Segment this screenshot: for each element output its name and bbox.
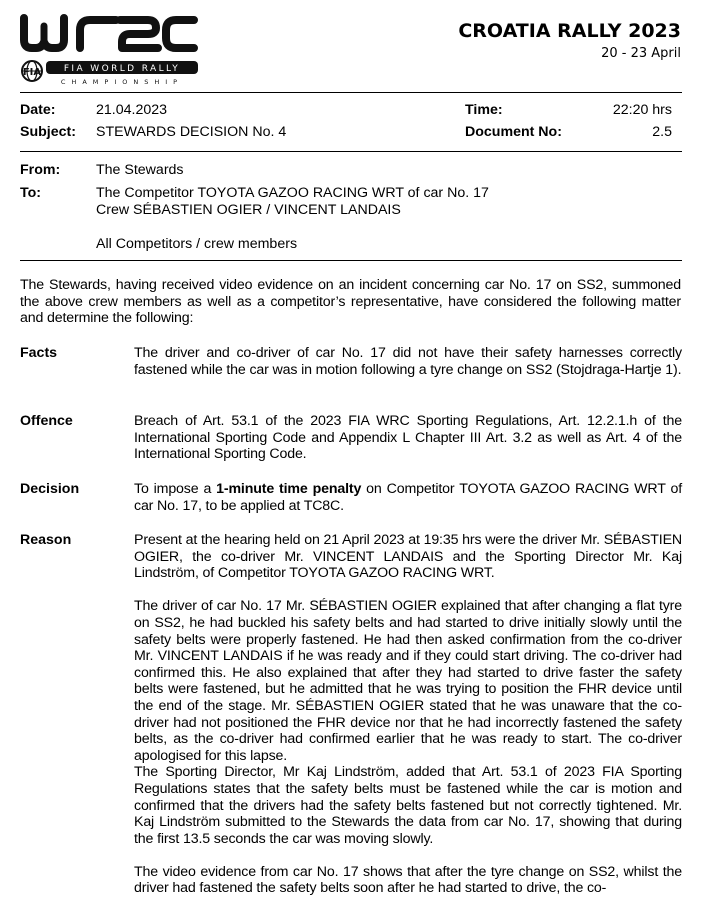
fia-globe-icon xyxy=(22,61,42,81)
divider xyxy=(20,260,682,261)
reason-paragraph-video-evidence: The video evidence from car No. 17 shows that after the tyre change on SS2, whilst the driver had fastened the safety belts soon after he had started to drive, the co- xyxy=(134,863,682,897)
from-label: From: xyxy=(20,162,61,178)
divider xyxy=(20,92,682,93)
time-value: 22:20 hrs xyxy=(612,102,672,118)
decision-text-before: To impose a xyxy=(134,481,217,497)
reason-paragraph-sporting-director: The Sporting Director, Mr Kaj Lindström, added that Art. 53.1 of 2023 FIA Sporting Regulations states that the safety belts must be fastened while the car is motion and confirmed that the drivers had the safety belts fastened but not correctly tightened. Mr. Kaj Lindström submitted to the Stewards the data from car No. 17, showing that during the first 13.5 seconds the car was moving slowly. xyxy=(134,764,682,847)
decision-penalty: 1-minute time penalty xyxy=(216,481,362,497)
svg-text:FIA: FIA xyxy=(22,67,42,78)
subject-value: STEWARDS DECISION No. 4 xyxy=(96,124,287,140)
facts-label: Facts xyxy=(20,345,58,361)
event-title: CROATIA RALLY 2023 xyxy=(458,20,681,42)
event-dates: 20 - 23 April xyxy=(601,46,681,61)
wrc-wordmark-icon xyxy=(20,12,200,87)
to-recipient: The Competitor TOYOTA GAZOO RACING WRT of car No. 17 xyxy=(96,185,489,201)
divider xyxy=(20,151,682,152)
logo-banner-text: FIA WORLD RALLY xyxy=(63,64,181,74)
reason-paragraph-hearing: Present at the hearing held on 21 April 2023 at 19:35 hrs were the driver Mr. SÉBASTIEN OGIER, the co-driver Mr. VINCENT LANDAIS and the Sporting Director Mr. Kaj Lindström, of Competitor TOYOTA GAZOO RACING WRT. xyxy=(134,532,682,582)
intro-paragraph: The Stewards, having received video evidence on an incident concerning car No. 17 on SS2, summoned the above crew members as well as a competitor’s representative, have considered the following matter and determine the following: xyxy=(20,277,681,327)
reason-text xyxy=(134,532,682,897)
to-crew: Crew SÉBASTIEN OGIER / VINCENT LANDAIS xyxy=(96,202,401,218)
date-value: 21.04.2023 xyxy=(96,102,168,118)
time-label: Time: xyxy=(465,102,503,118)
reason-paragraph-driver-statement: The driver of car No. 17 Mr. SÉBASTIEN OGIER explained that after changing a flat tyre on SS2, he had buckled his safety belts and had started to drive initially slowly until the safety belts were properly fastened. He had then asked confirmation from the co-driver Mr. VINCENT LANDAIS if he was ready and if they could start driving. The co-driver had confirmed this. He also explained that after they had started to drive faster the safety belts were fastened, but he admitted that he was trying to position the FHR device until the end of the stage. Mr. SÉBASTIEN OGIER stated that he was unaware that the co-driver had not positioned the FHR device nor that he had incorrectly fastened the safety belts, as the co-driver had confirmed earlier that he was ready to start. The co-driver apologised for this lapse. xyxy=(134,598,682,764)
offence-label: Offence xyxy=(20,413,73,429)
reason-label: Reason xyxy=(20,532,72,548)
logo-subtitle: CHAMPIONSHIP xyxy=(60,78,184,86)
document-no-label: Document No: xyxy=(465,124,562,140)
to-label: To: xyxy=(20,185,42,201)
decision-label: Decision xyxy=(20,481,80,497)
from-value: The Stewards xyxy=(96,162,184,178)
date-label: Date: xyxy=(20,102,56,118)
decision-text-after: on Competitor TOYOTA GAZOO RACING WRT of car No. 17, to be applied at TC8C. xyxy=(134,481,683,514)
event-header xyxy=(458,20,681,61)
to-all-competitors: All Competitors / crew members xyxy=(96,236,298,252)
decision-text xyxy=(134,481,682,514)
facts-text: The driver and co-driver of car No. 17 did not have their safety harnesses correctly fastened while the car was in motion following a tyre change on SS2 (Stojdraga-Hartje 1). xyxy=(134,345,682,378)
document-no-value: 2.5 xyxy=(652,124,672,140)
subject-label: Subject: xyxy=(20,124,76,140)
wrc-logo xyxy=(20,12,200,87)
offence-text: Breach of Art. 53.1 of the 2023 FIA WRC Sporting Regulations, Art. 12.2.1.h of the International Sporting Code and Appendix L Chapter III Art. 3.2 as well as Art. 4 of the International Sporting Code. xyxy=(134,413,682,463)
